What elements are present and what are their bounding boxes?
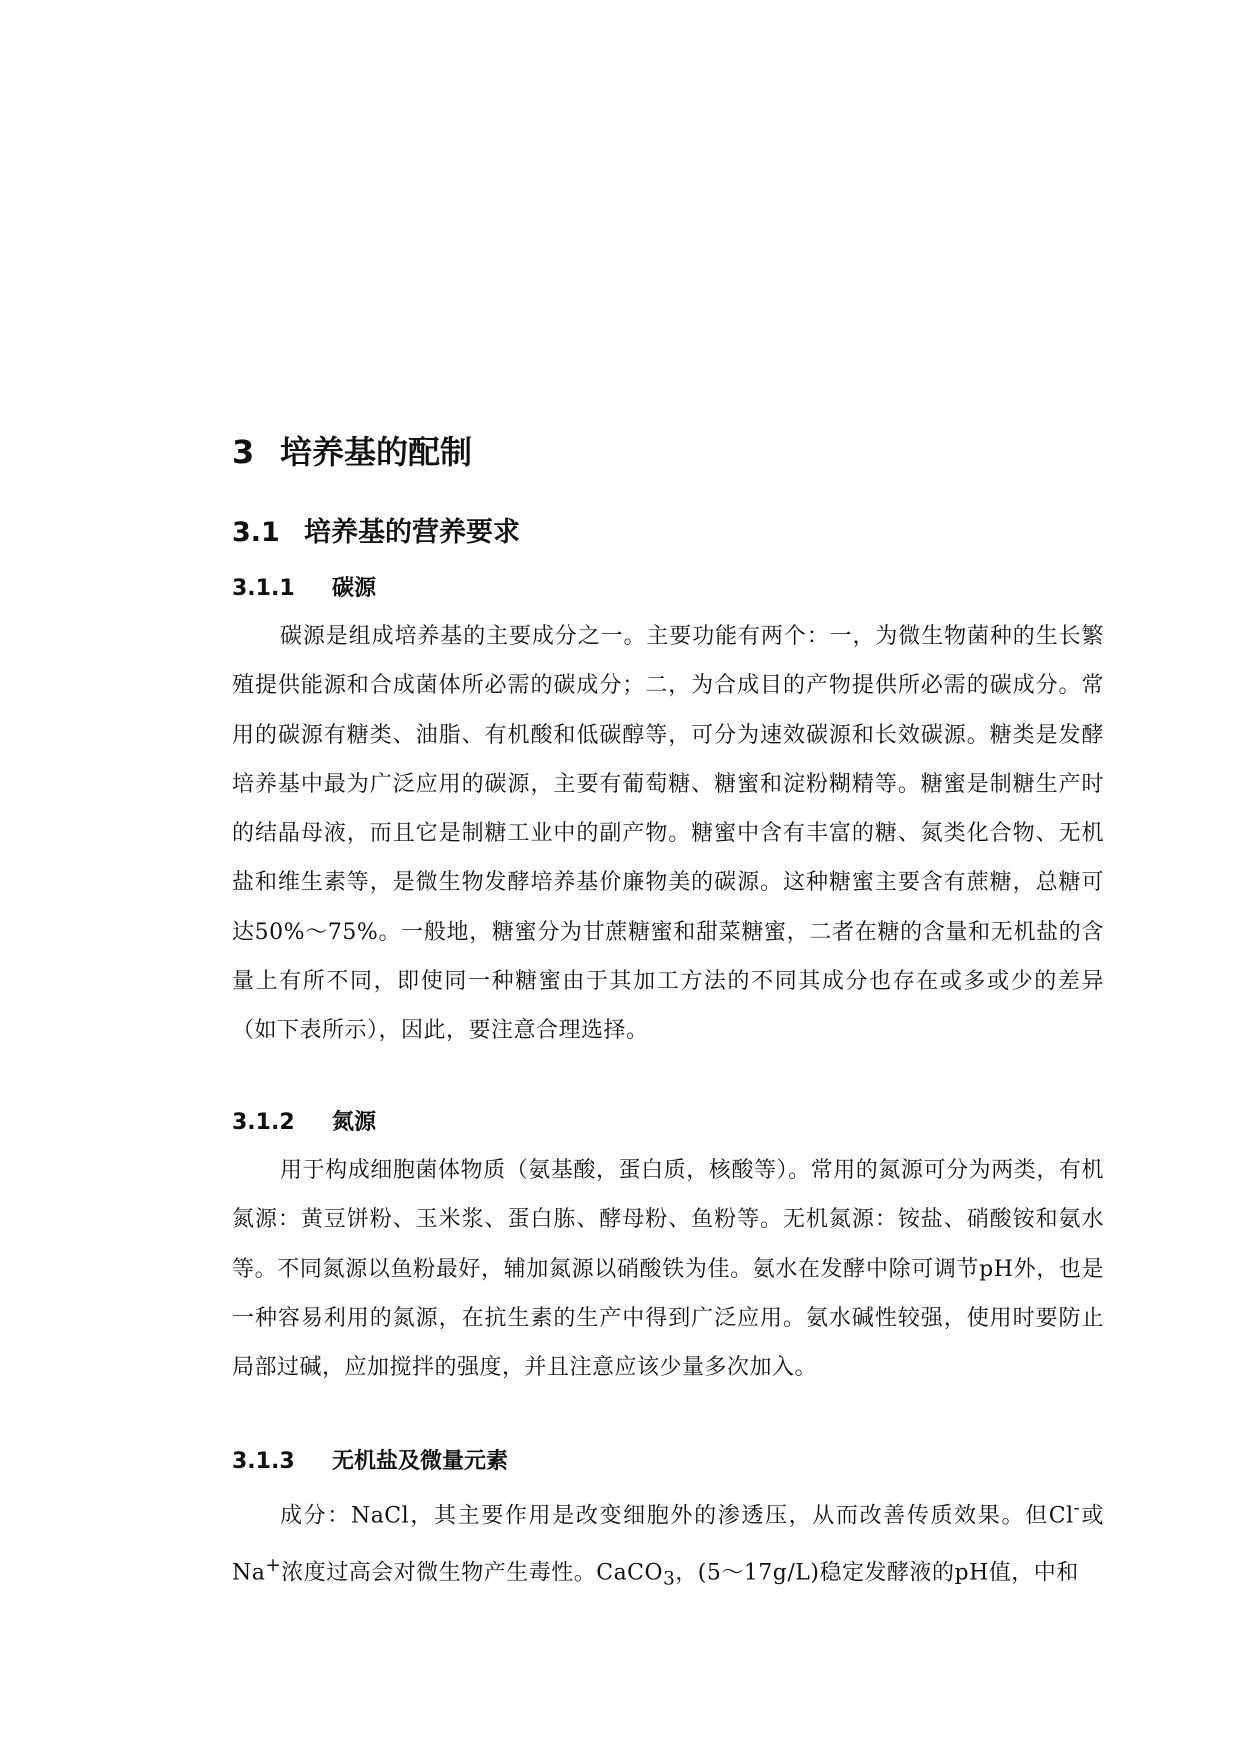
paragraph-nitrogen-source: 用于构成细胞菌体物质（氨基酸，蛋白质，核酸等）。常用的氮源可分为两类，有机氮源：黄豆饼粉、玉米浆、蛋白胨、酵母粉、鱼粉等。无机氮源：铵盐、硝酸铵和氨水等。不同氮源以鱼粉最好，辅加氮源以硝酸铁为佳。氨水在发酵中除可调节pH外，也是一种容易利用的氮源，在抗生素的生产中得到广泛应用。氨水碱性较强，使用时要防止局部过碱，应加搅拌的强度，并且注意应该少量多次加入。: [232, 1158, 1104, 1381]
superscript-plus: +: [265, 1554, 282, 1576]
subsection-heading-inorganic-salts: [232, 1445, 508, 1479]
subsection-number: 3.1.2: [232, 1110, 295, 1135]
subsection-number: 3.1.1: [232, 576, 295, 601]
section-number: 3.1: [232, 517, 280, 548]
text-run: ，(5～17g/L)稳定发酵液的pH值，中和: [675, 1559, 1079, 1585]
paragraph-carbon-source: 碳源是组成培养基的主要成分之一。主要功能有两个：一，为微生物菌种的生长繁殖提供能源和合成菌体所必需的碳成分；二，为合成目的产物提供所必需的碳成分。常用的碳源有糖类、油脂、有机酸和低碳醇等，可分为速效碳源和长效碳源。糖类是发酵培养基中最为广泛应用的碳源，主要有葡萄糖、糖蜜和淀粉糊精等。糖蜜是制糖生产时的结晶母液，而且它是制糖工业中的副产物。糖蜜中含有丰富的糖、氮类化合物、无机盐和维生素等，是微生物发酵培养基价廉物美的碳源。这种糖蜜主要含有蔗糖，总糖可达50%～75%。一般地，糖蜜分为甘蔗糖蜜和甜菜糖蜜，二者在糖的含量和无机盐的含量上有所不同，即使同一种糖蜜由于其加工方法的不同其成分也存在或多或少的差异（如下表所示），因此，要注意合理选择。: [232, 624, 1104, 1044]
subscript-three: 3: [663, 1568, 676, 1590]
subsection-title: 碳源: [332, 576, 377, 601]
chapter-title: 培养基的配制: [280, 433, 473, 471]
subsection-title: 氮源: [332, 1110, 377, 1135]
text-run: 成分：NaCl，其主要作用是改变细胞外的渗透压，从而改善传质效果。但Cl: [280, 1503, 1074, 1529]
section-title: 培养基的营养要求: [304, 517, 520, 548]
superscript-minus: -: [1073, 1498, 1081, 1519]
text-run: 或Na: [232, 1503, 1104, 1585]
chapter-heading: [232, 430, 472, 474]
paragraph-inorganic-salts: [232, 1484, 1104, 1604]
subsection-number: 3.1.3: [232, 1449, 295, 1474]
subsection-title: 无机盐及微量元素: [332, 1449, 509, 1474]
text-run: 浓度过高会对微生物产生毒性。CaCO: [281, 1559, 664, 1585]
subsection-heading-nitrogen: [232, 1106, 376, 1140]
section-heading: [232, 514, 520, 552]
subsection-heading-carbon: [232, 572, 376, 606]
chapter-number: 3: [232, 433, 255, 471]
